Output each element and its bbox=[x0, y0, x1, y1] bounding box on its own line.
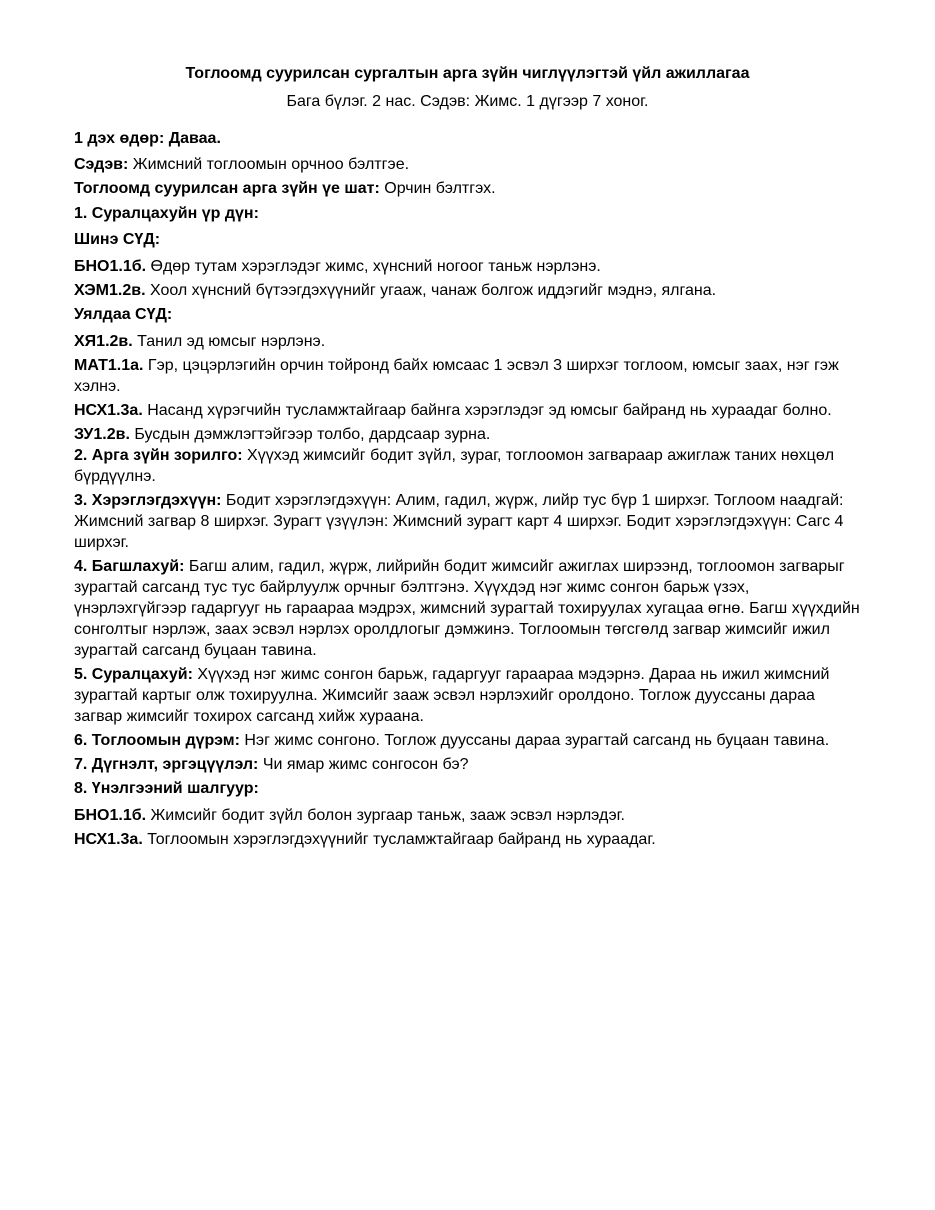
topic-label: Сэдэв: bbox=[74, 156, 129, 173]
materials-section bbox=[74, 490, 864, 553]
document-body bbox=[74, 128, 864, 850]
stage-label: Тоглоомд суурилсан арга зүйн үе шат: bbox=[74, 180, 380, 197]
document-subtitle: Бага бүлэг. 2 нас. Сэдэв: Жимс. 1 дүгээр 7 хоног. bbox=[286, 93, 649, 110]
rules-text: Нэг жимс сонгоно. Тоглож дууссаны дараа зурагтай сагсанд нь буцаан тавина. bbox=[239, 732, 830, 749]
day-heading: 1 дэх өдөр: Даваа. bbox=[74, 130, 221, 147]
criteria-code: НСХ1.3а. bbox=[74, 831, 143, 848]
criteria-item bbox=[74, 805, 864, 826]
conclusion-text: Чи ямар жимс сонгосон бэ? bbox=[258, 756, 469, 773]
document-title: Тоглоомд суурилсан сургалтын арга зүйн чиглүүлэгтэй үйл ажиллагаа bbox=[185, 65, 750, 82]
outcome-text: Бусдын дэмжлэгтэйгээр толбо, дардсаар зурна. bbox=[129, 426, 491, 443]
teaching-text: Багш алим, гадил, жүрж, лийрийн бодит жимсийг ажиглах ширээнд, тоглоомон загварыг зурагтай сагсанд тус тус байрлуулж орчныг бэлтгэнэ. Хүүхдэд нэг жимс сонгон барьж үзэх, үнэрлэхгүйгээр гадаргууг нь гараараа мэдрэх, жимсний зурагтай тохируулах хугацаа өгнө. Багш хүүхдийн сонголтыг нэрлэж, заах эсвэл нэрлэх оролдлогыг дэмжинэ. Тоглоомын төгсгөлд загвар жимсийг ижил зурагтай сагсанд буцаан тавина. bbox=[74, 558, 860, 659]
linked-outcome-item bbox=[74, 424, 864, 445]
outcome-text: Насанд хүрэгчийн тусламжтайгаар байнга хэрэглэдэг эд юмсыг байранд нь хураадаг болно. bbox=[142, 402, 832, 419]
conclusion-label: 7. Дүгнэлт, эргэцүүлэл: bbox=[74, 756, 259, 773]
goal-text: Хүүхэд жимсийг бодит зүйл, зураг, тоглоомон загвараар ажиглаж таних нөхцөл бүрдүүлнэ. bbox=[74, 447, 835, 485]
teaching-label: 4. Багшлахуй: bbox=[74, 558, 185, 575]
criteria-heading: 8. Үнэлгээний шалгуур: bbox=[74, 780, 259, 797]
learning-label: 5. Суралцахуй: bbox=[74, 666, 193, 683]
linked-outcome-item bbox=[74, 331, 864, 352]
topic-text: Жимсний тоглоомын орчноо бэлтгэе. bbox=[128, 156, 410, 173]
criteria-text: Тоглоомын хэрэглэгдэхүүнийг тусламжтайгаар байранд нь хураадаг. bbox=[142, 831, 656, 848]
linked-outcomes-heading: Уялдаа СҮД: bbox=[74, 306, 173, 323]
outcome-text: Гэр, цэцэрлэгийн орчин тойронд байх юмсаас 1 эсвэл 3 ширхэг тоглоом, юмсыг заах, нэг гэж хэлнэ. bbox=[74, 357, 839, 395]
new-outcome-item bbox=[74, 280, 864, 301]
linked-outcome-item bbox=[74, 400, 864, 421]
stage-line bbox=[74, 178, 864, 199]
linked-outcome-item bbox=[74, 355, 864, 397]
outcome-text: Танил эд юмсыг нэрлэнэ. bbox=[132, 333, 326, 350]
materials-text: Бодит хэрэглэгдэхүүн: Алим, гадил, жүрж, лийр тус бүр 1 ширхэг. Тоглоом наадгай: Жимсний загвар 8 ширхэг. Зурагт үзүүлэн: Жимсний зурагт карт 4 ширхэг. Бодит хэрэглэгдэхүүн: Сагс 4 ширхэг. bbox=[74, 492, 844, 551]
rules-section bbox=[74, 730, 864, 751]
learning-text: Хүүхэд нэг жимс сонгон барьж, гадаргууг гараараа мэдэрнэ. Дараа нь ижил жимсний зурагтай картыг олж тохируулна. Жимсийг зааж эсвэл нэрлэхийг оролдоно. Тоглож дууссаны дараа загвар жимсийг тохирох сагсанд хийж хураана. bbox=[74, 666, 830, 725]
goal-section bbox=[74, 445, 864, 487]
goal-label: 2. Арга зүйн зорилго: bbox=[74, 447, 243, 464]
outcomes-heading: 1. Суралцахуйн үр дүн: bbox=[74, 205, 259, 222]
outcome-text: Хоол хүнсний бүтээгдэхүүнийг угааж, чанаж болгож иддэгийг мэднэ, ялгана. bbox=[145, 282, 717, 299]
outcome-code: БНО1.1б. bbox=[74, 258, 147, 275]
conclusion-section bbox=[74, 754, 864, 775]
new-outcomes-heading: Шинэ СҮД: bbox=[74, 231, 161, 248]
criteria-text: Жимсийг бодит зүйл болон зургаар таньж, зааж эсвэл нэрлэдэг. bbox=[146, 807, 625, 824]
stage-text: Орчин бэлтгэх. bbox=[379, 180, 496, 197]
topic-line bbox=[74, 154, 864, 175]
outcome-code: ХЭМ1.2в. bbox=[74, 282, 146, 299]
learning-section bbox=[74, 664, 864, 727]
materials-label: 3. Хэрэглэгдэхүүн: bbox=[74, 492, 222, 509]
outcome-code: МАТ1.1а. bbox=[74, 357, 144, 374]
outcome-code: ЗУ1.2в. bbox=[74, 426, 130, 443]
outcome-code: ХЯ1.2в. bbox=[74, 333, 133, 350]
outcome-code: НСХ1.3а. bbox=[74, 402, 143, 419]
rules-label: 6. Тоглоомын дүрэм: bbox=[74, 732, 240, 749]
criteria-item bbox=[74, 829, 864, 850]
criteria-code: БНО1.1б. bbox=[74, 807, 147, 824]
teaching-section bbox=[74, 556, 864, 661]
outcome-text: Өдөр тутам хэрэглэдэг жимс, хүнсний ногоог таньж нэрлэнэ. bbox=[146, 258, 601, 275]
new-outcome-item bbox=[74, 256, 864, 277]
